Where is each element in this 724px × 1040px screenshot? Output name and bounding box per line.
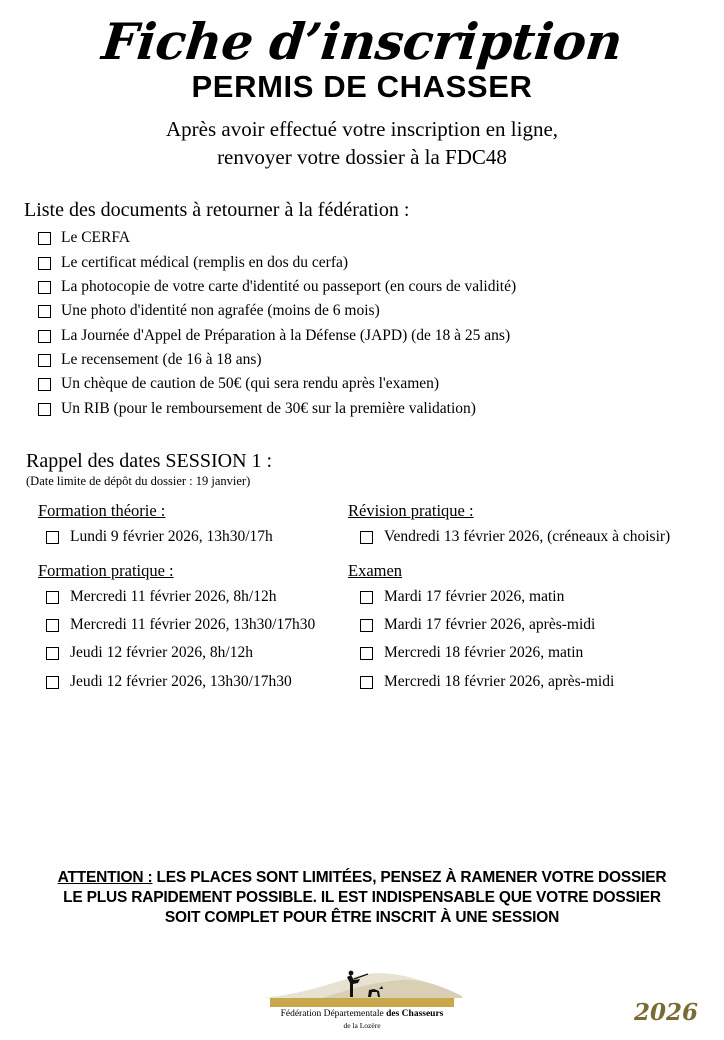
logo-name-strong: des Chasseurs xyxy=(386,1009,444,1020)
group-heading-revision-pratique: Révision pratique : xyxy=(348,501,474,521)
list-item-label: Jeudi 12 février 2026, 13h30/17h30 xyxy=(70,672,292,690)
list-item[interactable] xyxy=(38,277,702,296)
attention-line-3: SOIT COMPLET POUR ÊTRE INSCRIT À UNE SESSION xyxy=(164,909,560,927)
attention-lead: ATTENTION : xyxy=(57,869,153,886)
logo-artwork xyxy=(262,967,462,1007)
session-columns xyxy=(36,501,702,700)
checkbox-icon[interactable] xyxy=(46,619,59,632)
logo-accent-bar xyxy=(270,998,454,1007)
group-heading-formation-theorie: Formation théorie : xyxy=(38,501,166,521)
list-item[interactable] xyxy=(46,527,346,546)
checkbox-icon[interactable] xyxy=(38,403,51,416)
list-item[interactable] xyxy=(38,301,702,320)
attention-line-1-rest: LES PLACES SONT LIMITÉES, PENSEZ À RAMENER VOTRE DOSSIER xyxy=(152,869,667,886)
list-item-label: Mardi 17 février 2026, après-midi xyxy=(384,615,596,633)
list-item-label: Lundi 9 février 2026, 13h30/17h xyxy=(70,528,273,546)
intro-text xyxy=(82,115,642,172)
list-item[interactable] xyxy=(38,350,702,369)
checkbox-icon[interactable] xyxy=(360,676,373,689)
list-item-label: Mardi 17 février 2026, matin xyxy=(384,587,565,605)
fdc-logo xyxy=(262,967,462,1030)
checkbox-icon[interactable] xyxy=(38,281,51,294)
list-item[interactable] xyxy=(360,672,676,691)
list-item-label: Le CERFA xyxy=(61,229,131,247)
list-item-label: Mercredi 11 février 2026, 13h30/17h30 xyxy=(70,615,316,633)
list-item-label: Le recensement (de 16 à 18 ans) xyxy=(61,351,262,369)
list-item-label: Le certificat médical (remplis en dos du cerfa) xyxy=(61,253,349,271)
checkbox-icon[interactable] xyxy=(38,257,51,270)
footer xyxy=(0,956,724,1034)
list-item-label: Un RIB (pour le remboursement de 30€ sur la première validation) xyxy=(61,399,476,417)
checkbox-icon[interactable] xyxy=(360,619,373,632)
list-item-label: Mercredi 11 février 2026, 8h/12h xyxy=(70,587,277,605)
list-item[interactable] xyxy=(38,399,702,418)
intro-line-1: Après avoir effectué votre inscription en ligne, xyxy=(165,116,559,141)
year-label: 2026 xyxy=(633,999,698,1026)
list-item-label: Vendredi 13 février 2026, (créneaux à choisir) xyxy=(384,528,671,546)
list-item[interactable] xyxy=(38,253,702,272)
list-item[interactable] xyxy=(46,615,346,634)
attention-line-1 xyxy=(22,868,702,888)
list-item-label: Un chèque de caution de 50€ (qui sera rendu après l'examen) xyxy=(61,375,440,393)
list-item[interactable] xyxy=(46,643,346,662)
logo-name xyxy=(262,1009,462,1020)
checkbox-icon[interactable] xyxy=(46,647,59,660)
logo-subtitle: de la Lozère xyxy=(343,1021,381,1030)
checkbox-icon[interactable] xyxy=(360,531,373,544)
list-item[interactable] xyxy=(46,672,346,691)
attention-notice xyxy=(22,868,702,928)
list-item-label: Mercredi 18 février 2026, matin xyxy=(384,644,584,662)
logo-name-prefix: Fédération Départementale xyxy=(280,1009,387,1020)
checkbox-icon[interactable] xyxy=(46,531,59,544)
list-item[interactable] xyxy=(38,228,702,247)
checkbox-icon[interactable] xyxy=(360,647,373,660)
session-column-left xyxy=(36,501,346,700)
list-item-label: Une photo d'identité non agrafée (moins de 6 mois) xyxy=(61,302,380,320)
session-column-right xyxy=(346,501,676,700)
documents-checklist xyxy=(22,228,702,418)
list-item-label: La Journée d'Appel de Préparation à la Défense (JAPD) (de 18 à 25 ans) xyxy=(61,326,511,344)
hunter-and-dog-icon xyxy=(338,970,384,998)
checkbox-icon[interactable] xyxy=(38,305,51,318)
list-item[interactable] xyxy=(38,326,702,345)
checkbox-icon[interactable] xyxy=(38,330,51,343)
list-item[interactable] xyxy=(360,643,676,662)
page-title-sub: PERMIS DE CHASSER xyxy=(191,68,533,104)
list-item-label: Mercredi 18 février 2026, après-midi xyxy=(384,672,615,690)
checkbox-icon[interactable] xyxy=(38,354,51,367)
intro-line-2: renvoyer votre dossier à la FDC48 xyxy=(217,144,507,169)
list-item-label: La photocopie de votre carte d'identité ou passeport (en cours de validité) xyxy=(61,277,517,295)
session-title: Rappel des dates SESSION 1 : xyxy=(26,450,273,473)
list-item[interactable] xyxy=(360,587,676,606)
checkbox-icon[interactable] xyxy=(46,676,59,689)
checkbox-icon[interactable] xyxy=(46,591,59,604)
list-item[interactable] xyxy=(360,527,676,546)
list-item[interactable] xyxy=(38,374,702,393)
group-heading-examen: Examen xyxy=(348,560,403,580)
group-heading-formation-pratique: Formation pratique : xyxy=(38,560,174,580)
checkbox-icon[interactable] xyxy=(38,378,51,391)
page-title-script: Fiche d’inscription xyxy=(99,12,625,71)
documents-heading: Liste des documents à retourner à la fédération : xyxy=(24,199,410,222)
list-item-label: Jeudi 12 février 2026, 8h/12h xyxy=(70,644,253,662)
list-item[interactable] xyxy=(46,587,346,606)
session-deadline-note: (Date limite de dépôt du dossier : 19 janvier) xyxy=(26,474,251,489)
checkbox-icon[interactable] xyxy=(360,591,373,604)
list-item[interactable] xyxy=(360,615,676,634)
document-page xyxy=(0,12,724,1040)
attention-line-2: LE PLUS RAPIDEMENT POSSIBLE. IL EST INDISPENSABLE QUE VOTRE DOSSIER xyxy=(63,889,661,907)
checkbox-icon[interactable] xyxy=(38,232,51,245)
